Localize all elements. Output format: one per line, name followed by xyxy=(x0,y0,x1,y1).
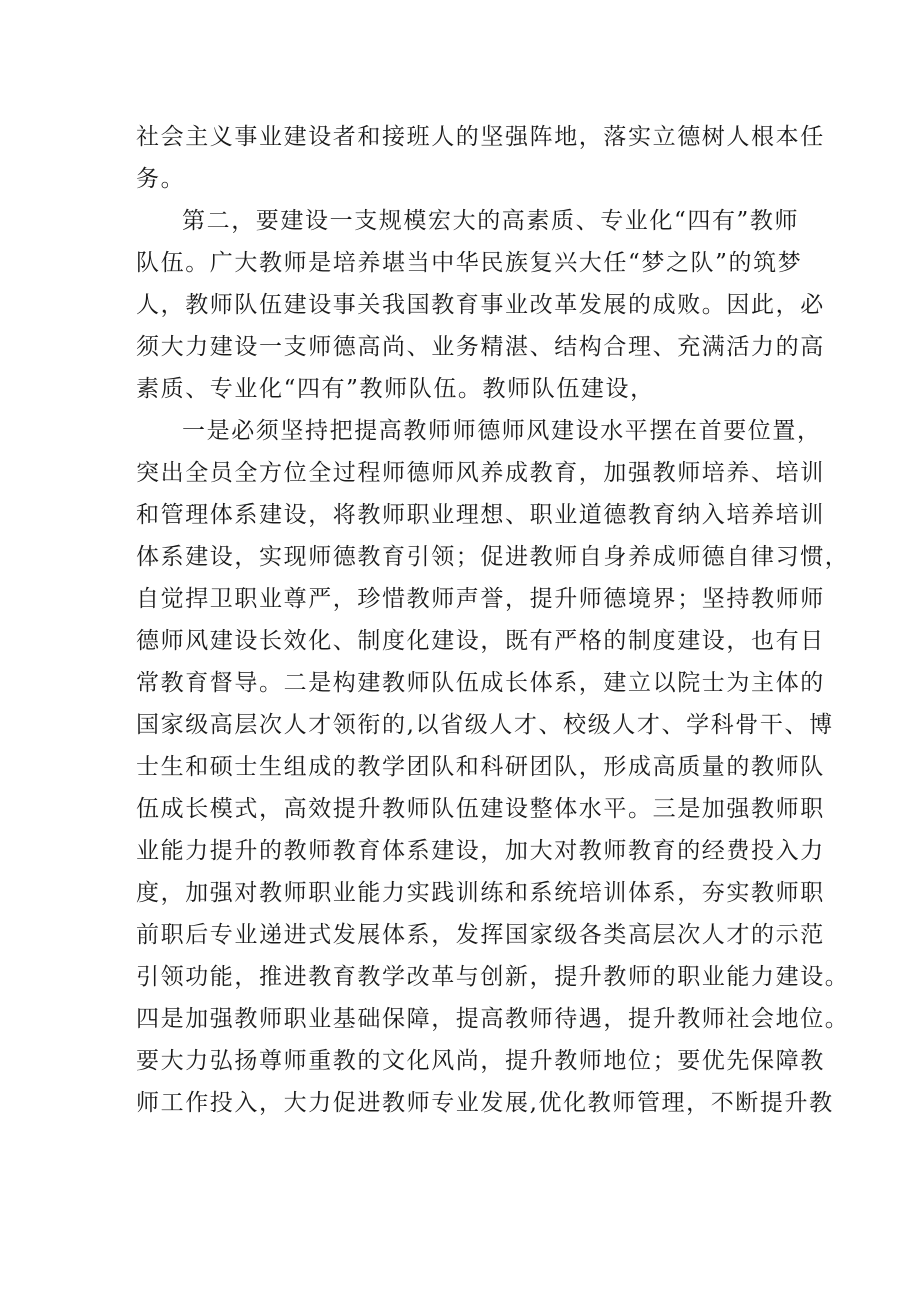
text-line: 自觉捍卫职业尊严，珍惜教师声誉，提升师德境界；坚持教师师 xyxy=(136,586,825,612)
text-line: 要大力弘扬尊师重教的文化风尚，提升教师地位；要优先保障教 xyxy=(136,1048,825,1074)
text-line: 四是加强教师职业基础保障，提高教师待遇，提升教师社会地位。 xyxy=(136,1006,850,1032)
text-line: 度，加强对教师职业能力实践训练和系统培训体系，夯实教师职 xyxy=(136,880,825,906)
text-line: 和管理体系建设，将教师职业理想、职业道德教育纳入培养培训 xyxy=(136,502,825,528)
paragraph-start-line: 第二，要建设一支规模宏大的高素质、专业化“四有”教师 xyxy=(182,208,800,234)
text-line: 务。 xyxy=(136,166,186,192)
text-line: 德师风建设长效化、制度化建设，既有严格的制度建设，也有日 xyxy=(136,628,825,654)
text-line: 常教育督导。二是构建教师队伍成长体系，建立以院士为主体的 xyxy=(136,670,825,696)
body-text xyxy=(136,116,850,1124)
text-line: 体系建设，实现师德教育引领；促进教师自身养成师德自律习惯， xyxy=(136,544,850,570)
text-line: 师工作投入，大力促进教师专业发展,优化教师管理，不断提升教 xyxy=(136,1090,834,1116)
text-line: 队伍。广大教师是培养堪当中华民族复兴大任“梦之队”的筑梦 xyxy=(136,250,803,276)
text-line: 国家级高层次人才领衔的,以省级人才、校级人才、学科骨干、博 xyxy=(136,712,834,738)
text-line: 前职后专业递进式发展体系，发挥国家级各类高层次人才的示范 xyxy=(136,922,825,948)
text-line: 社会主义事业建设者和接班人的坚强阵地，落实立德树人根本任 xyxy=(136,124,825,150)
text-line: 士生和硕士生组成的教学团队和科研团队，形成高质量的教师队 xyxy=(136,754,825,780)
text-line: 突出全员全方位全过程师德师风养成教育，加强教师培养、培训 xyxy=(136,460,825,486)
text-line: 人，教师队伍建设事关我国教育事业改革发展的成败。因此，必 xyxy=(136,292,825,318)
paragraph-start-line: 一是必须坚持把提高教师师德师风建设水平摆在首要位置， xyxy=(182,418,822,444)
text-line: 业能力提升的教师教育体系建设，加大对教师教育的经费投入力 xyxy=(136,838,825,864)
text-line: 素质、专业化“四有”教师队伍。教师队伍建设， xyxy=(136,376,655,402)
text-line: 须大力建设一支师德高尚、业务精湛、结构合理、充满活力的高 xyxy=(136,334,825,360)
text-line: 伍成长模式，高效提升教师队伍建设整体水平。三是加强教师职 xyxy=(136,796,825,822)
text-line: 引领功能，推进教育教学改革与创新，提升教师的职业能力建设。 xyxy=(136,964,850,990)
